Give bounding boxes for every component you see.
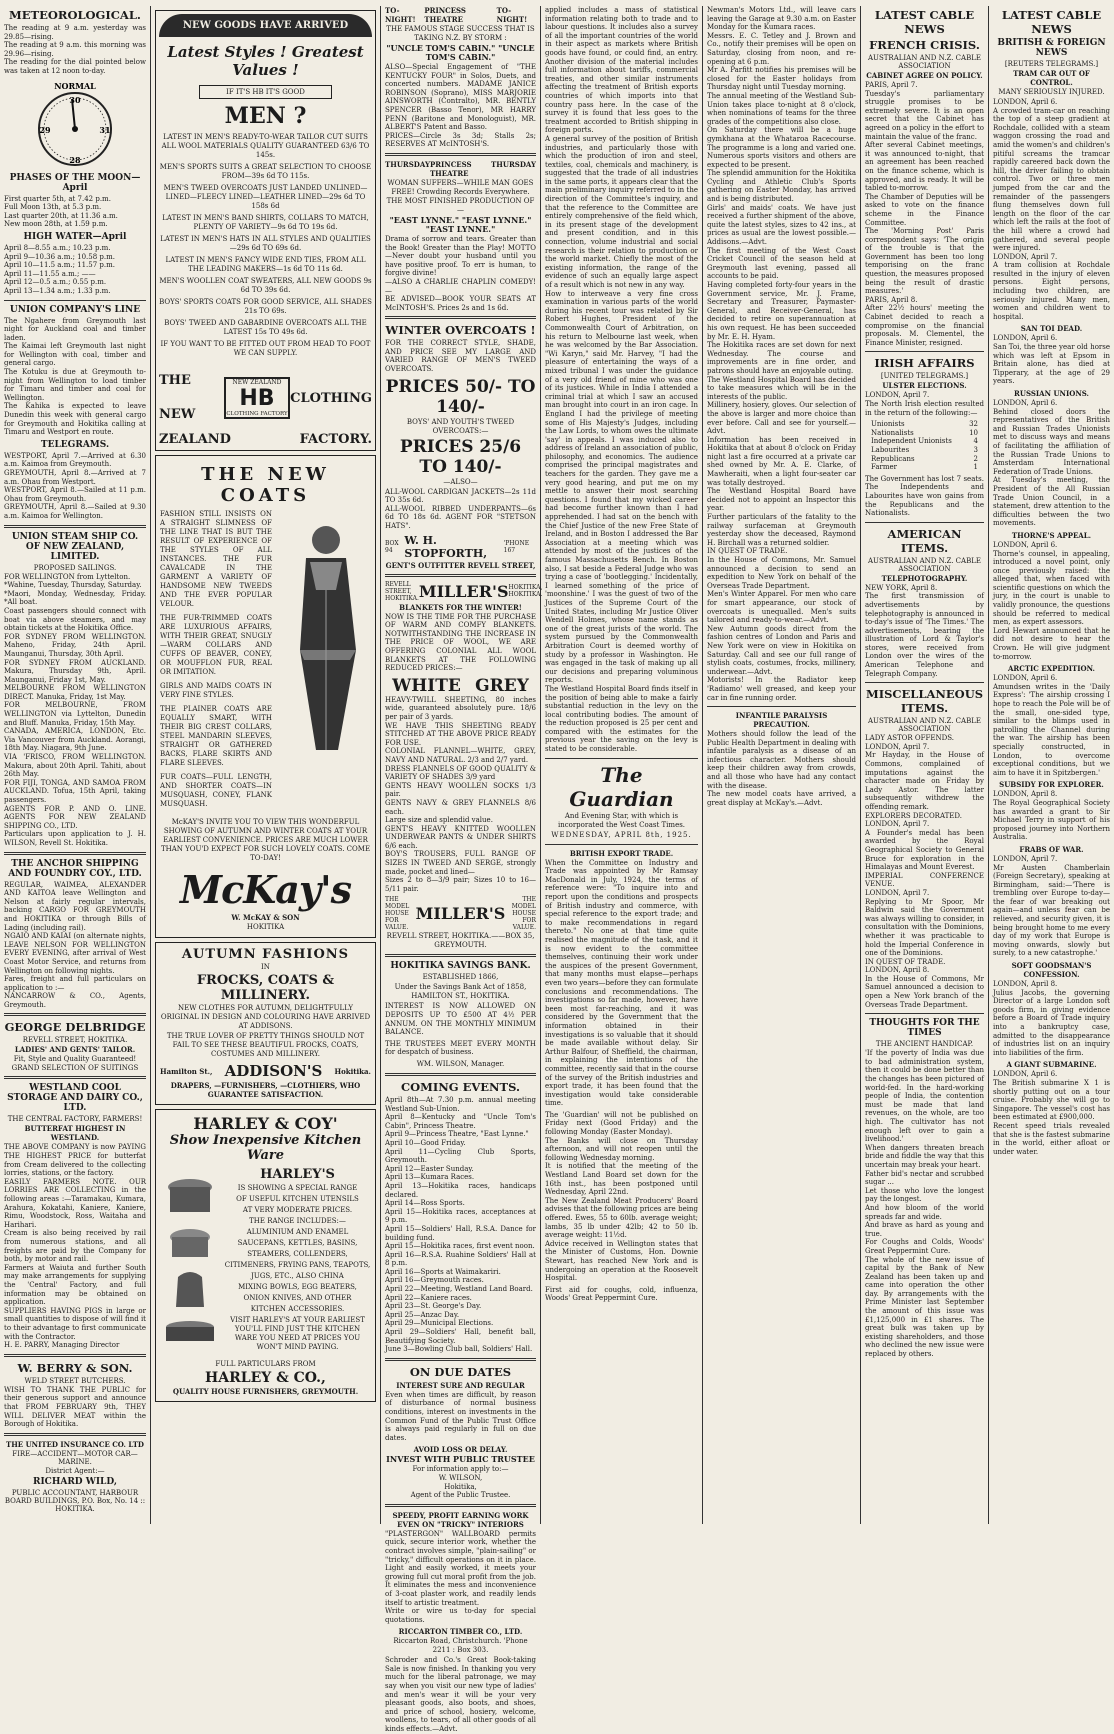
due-avoid: AVOID LOSS OR DELAY. xyxy=(413,1445,508,1455)
hb-clothing: CLOTHING xyxy=(290,390,372,406)
tonight-right: TO-NIGHT! xyxy=(496,6,528,24)
millers-foot-addr: REVELL STREET, HOKITIKA.——BOX 35, GREYMOUTH. xyxy=(386,932,535,950)
hb-list-item: BOYS' TWEED AND GABARDINE OVERCOATS ALL THE LATEST 15s TO 49s 6d. xyxy=(164,319,367,336)
telephotography-title: TELEPHOTOGRAPHY. xyxy=(881,573,968,583)
winter-prices-label: PRICES xyxy=(385,376,460,397)
ulster-text: LONDON, April 7. The North Irish election resulted in the return of the following:— xyxy=(865,391,984,417)
telegrams-title: TELEGRAMS. xyxy=(40,439,110,450)
article-text: Newman's Motors Ltd., will leave cars leaving the Garage at 9.30 a.m. on Easter Monday for the Kumara races. Messrs. E. C. Tetley and J. Brown and Co., notify their premises will be open on Saturday, closing from noon, and re-opening at 6 p.m. Mr A. Parfitt notifies his premises will be closed for the Easter holidays from Thursday night until Tuesday morning. The annual meeting of the Westland Sub-Union takes place to-night at 8 o'clock, when nominations of teams for the three grades of the competitions also close. On Saturday there will be a huge gymkhana at the Whataroa Racecourse. The programme is a long and varied one. Numerous sports visitors and others are expected to be present. The splendid ammunition for the Hokitika Cycling and Athletic Club's Sports gathering on Easter Monday, has arrived and is being distributed. Girls' and maids' coats. We have just received a further shipment of the above, quite the latest styles, sizes to 42 ins., at prices as usual are the lowest possible.—Addisons.—Advt. The first meeting of the West Coast Cricket Council of the season held at Greymouth last evening, passed all accounts to be paid. Having completed forty-four years in the Government service, Mr. J. Frame, Secretary and Treasurer, Paymaster-General, and Receiver-General, has decided to retire on superannuation at his own request. He has been succeeded by Mr. E. H. Hyam. The Hokitika races are set down for next Wednesday. The course and improvements are in fine order, and patrons should have an enjoyable outing. The Westland Hospital Board has decided to take measures which will be in the interests of the public. Millinery, hosiery, gloves. Our selection of the above is larger and more choice than ever before. Call and see for yourself.—Advt. Information has been received in Hokitika that at about 8 o'clock on Friday night last a fire occurred at a private car shed owned by Mr. A. E. Clarke, of Mawheraiti, when a light four-seater car was totally destroyed. The Westland Hospital Board have decided not to appoint an Inspector this year. Further particulars of the fatality to the railway surfaceman at Greymouth yesterday show the deceased, Raymond H. Birchall was a returned soldier. IN QUEST OF TRADE. In the House of Commons, Mr. Samuel announced a decision to send an expedition to New York on behalf of the Overseas Trade Department. Men's Winter Apparel. For men who care for smart appearance, our stock of overcoats is unequalled. Men's suits tailored and ready-to-wear.—Advt. New Autumn goods direct from the fashion centres of London and Paris and New York were on view in Hokitika on Saturday. Call and see our full range of stylish coats, costumes, frocks, millinery, underwear.—Advt. Motorists! In the Radiator keep 'Radiamo' well greased, and keep your car in fine running order. xyxy=(707,6,856,702)
winter-boys: BOYS' AND YOUTH'S TWEED OVERCOATS:— xyxy=(406,417,515,435)
newcoats-para: FUR COATS—FULL LENGTH, AND SHORTER COATS—IN MUSQUASH, CONEY, FLANK MUSQUASH. xyxy=(160,773,272,808)
hb-list-item: IF YOU WANT TO BE FITTED OUT FROM HEAD TO FOOT WE CAN SUPPLY. xyxy=(160,340,371,357)
telegrams-text: WESTPORT, April 7.—Arrived at 6.30 a.m. Kaimoa from Greymouth. GREYMOUTH, April 8.—Arrived at 7 a.m. Ohau from Westport. WESTPORT, April 8.—Sailed at 11 p.m. Ohau from Greymouth. GREYMOUTH, April 8.—Sailed at 9.30 a.m. Kaimoa for Wellington. xyxy=(4,451,146,520)
infantile-title: INFANTILE PARALYSIS PRECAUTION. xyxy=(735,711,828,730)
tram-sub: MANY SERIOUSLY INJURED. xyxy=(998,88,1105,96)
frabs-title: FRABS OF WAR. xyxy=(1019,844,1084,854)
savings-text: Under the Savings Bank Act of 1858, HAMILTON ST., HOKITIKA. xyxy=(394,983,527,1001)
berry-sub: WELD STREET BUTCHERS. xyxy=(24,1376,126,1385)
hb-list-item: BOYS' SPORTS COATS FOR GOOD SERVICE, ALL SHADES 21s TO 69s. xyxy=(159,298,372,315)
barometer-dial xyxy=(25,79,125,171)
winter-also: —ALSO— xyxy=(443,477,478,486)
plaster-foot: Schroder and Co.'s Great Book-taking Sale is now finished. In thanking you very much for the liberal patronage, we may say when you visit our new type of ladies' and men's wear it will be your very pleasant goods, also boots, and shoes, and price of school, hosiery, welcome, woollens, to tears, of all other goods of all kinds effects.—Advt. xyxy=(385,1656,536,1734)
tonight-text: THE FAMOUS STAGE SUCCESS THAT IS TAKING N.Z. BY STORM : xyxy=(386,25,535,42)
thursday-left: THURSDAY xyxy=(385,159,430,169)
thoughts-sub: THE ANCIENT HANDICAP. xyxy=(875,1040,974,1049)
stopforth-phone: 'PHONE 167 xyxy=(503,539,530,554)
harley-line: CITIMENERS, FRYING PANS, TEAPOTS, xyxy=(224,1261,371,1269)
explorer-text: LONDON, April 8. The Royal Geographical Society has awarded a grant to Sir Michael Terry in support of his proposed journey into Northern Australia. xyxy=(993,790,1110,842)
bfn-sub: [REUTERS TELEGRAMS.] xyxy=(1004,60,1099,68)
millers-white: WHITE xyxy=(392,675,461,696)
russia-title: RUSSIAN UNIONS. xyxy=(1014,389,1089,398)
ad-foot: First aid for coughs, cold, influenza, Woods' Great Peppermint Cure. xyxy=(545,1285,698,1303)
french-title: FRENCH CRISIS. xyxy=(869,38,980,52)
millers-foot-title: MILLER'S xyxy=(415,904,506,924)
irish-title: IRISH AFFAIRS xyxy=(874,356,975,371)
harley-line: KITCHEN ACCESSORIES. xyxy=(250,1305,345,1313)
addison-name: ADDISON'S xyxy=(224,1062,323,1080)
savings-est: ESTABLISHED 1866, xyxy=(422,973,499,982)
irish-sub: [UNITED TELEGRAMS.] xyxy=(880,372,969,381)
arctic-text: LONDON, April 6. Amundsen writes in the 'Daily Express': 'The airship crossing I hope to reach the Pole will be of the small, one-sided type, similar to the blimps used in patrolling the Channel during the war. The airship has been specially constructed, in London, to overcome exceptional conditions, but we aim to have it in Spitzbergen.' xyxy=(993,674,1110,777)
winter-prices-label: PRICES xyxy=(399,436,474,457)
westland-text: THE ABOVE COMPANY is now PAYING THE HIGHEST PRICE for butterfat from Cream delivered to the collecting lorries, stations, or the factory. EASILY FARMERS NOTE. OUR LORRIES ARE COLLECTING in the following areas :—Taramakau, Kumara, Arahura, Kokatahi, Kaniere, Kaniere, Rimu, Woodstock, Ross, Waitaha and Harihari. Cream is also being received by rail from numerous stations, and all freights are paid by the Company for both, by motor and rail. Farmers at Waiuta and further South may make arrangements for supplying the 'Central' Factory, and full information may be obtained on application. SUPPLIERS HAVING PIGS in large or small quantities to dispose of will find it to their advantage to first communicate with the Contractor. H. E. PARRY, Managing Director xyxy=(4,1143,146,1350)
usscs-text: FOR WELLINGTON from Lyttelton. *Wahine, Tuesday, Thursday, Saturday. *Maori, Monday, Wednesday, Friday. *All boat. Coast passengers should connect with boat via above steamers, and may obtain tickets at the Hokitika Office. FOR SYDNEY FROM WELLINGTON. Maheno, Friday, 24th April. Maunganui, Thursday, 30th April. FOR SYDNEY FROM AUCKLAND. Makura, Thursday 9th, April. Maunganui, Friday 1st, May. MELBOURNE FROM WELLINGTON DIRECT. Manuka, Friday, 1st May. FOR MELBOURNE, FROM WELLINGTON via Lyttelton, Dunedin and Bluff. Manuka, Friday, 15th May. CANADA, AMERICA, LONDON, Etc. Via Vancouver from Auckland. Aorangi, 18th May. Niagara, 9th June. VIA 'FRISCO, FROM WELLINGTON. Makura, about 20th April. Tahiti, about 26th May. FOR FIJI, TONGA, AND SAMOA FROM AUCKLAND. Tofua, 15th April, taking passengers. AGENTS FOR P. AND O. LINE. AGENTS FOR NEW ZEALAND SHIPPING CO., LTD. Particulars upon application to J. H. WILSON, Revell St. Hokitika. xyxy=(4,572,146,847)
ulster-party: Farmer xyxy=(871,463,898,472)
harley-line: ONION KNIVES, AND OTHER xyxy=(243,1294,352,1302)
ulster-row xyxy=(871,446,978,455)
tonight-center: PRINCESS THEATRE xyxy=(424,6,466,24)
ulster-seats: 1 xyxy=(973,463,978,472)
delbridge-sub: REVELL STREET, HOKITIKA. xyxy=(22,1036,128,1045)
autumn-text2: THE TRUE LOVER OF PRETTY THINGS SHOULD NOT FAIL TO SEE THESE BEAUTIFUL FROCKS, COATS, COSTUMES AND MILLINERY. xyxy=(166,1032,365,1058)
hb-logo-row xyxy=(159,364,372,432)
berry-text: WISH TO THANK THE PUBLIC for their generous support and announce that FROM FEBRUARY 9th, THEY WILL DELIVER MEAT within the Borough of Hokitika. xyxy=(4,1385,146,1429)
insurance-title: THE UNITED INSURANCE CO. LTD xyxy=(5,1439,144,1449)
insurance-foot: PUBLIC ACCOUNTANT, HARBOUR BOARD BUILDINGS, P.O. Box, No. 14 :: HOKITIKA. xyxy=(4,1488,146,1513)
harley-foot: FULL PARTICULARS FROM xyxy=(215,1360,316,1368)
ulster-row xyxy=(871,455,978,464)
addison-right: Hokitika. xyxy=(334,1066,371,1076)
delbridge-line: Fit, Style and Quality Guaranteed! xyxy=(13,1055,137,1064)
savings-title: HOKITIKA SAVINGS BANK. xyxy=(390,961,531,972)
barometer-num: 29 xyxy=(39,124,51,135)
met-text: The reading at 9 a.m. yesterday was 29.85—rising. The reading at 9 a.m. this morning was 29.96—rising. The reading for the dial pointed below was taken at 12 noon to-day. xyxy=(4,24,146,75)
article-text2: The 'Guardian' will not be published on Friday next (Good Friday) and the following Monday (Easter Monday). The Banks will close on Thursday afternoon, and will not reopen until the following Wednesday morning. It is notified that the meeting of the Westland Land Board set down for the 16th inst., has been postponed until Wednesday, April 22nd. The New Zealand Meat Producers' Board advises that the following prices are being offered. Ewes, 55 to 60lb. average weight; lambs, 35 lb under 42lb; 42 to 50 lb. average weight: 11½d. Advice received in Wellington states that the Minister of Customs, Hon. Downie Stewart, has reached New York and is undergoing an operation at the Roosevelt Hospital. xyxy=(545,1110,698,1283)
delbridge-line: GRAND SELECTION OF SUITINGS xyxy=(11,1064,139,1073)
stopforth-sub: GENT'S OUTFITTER REVELL STREET, xyxy=(385,560,536,570)
barometer-num: 31 xyxy=(99,124,111,135)
winter-also-text: ALL-WOOL CARDIGAN JACKETS—2s 11d TO 35s 6d. ALL-WOOL RIBBED UNDERPANTS—6s 6d TO 18s 6d. AGENT FOR "STETSON HATS". xyxy=(385,487,536,531)
newcoats-para: GIRLS AND MAIDS COATS IN VERY FINE STYLES. xyxy=(160,682,272,699)
harley-line: MIXING BOWLS, EGG BEATERS, xyxy=(238,1283,357,1291)
millers-title: MILLER'S xyxy=(418,581,509,601)
thorne-title: THORNE'S APPEAL. xyxy=(1011,530,1092,540)
ulster-seats: 3 xyxy=(973,445,978,454)
ulster-row xyxy=(871,463,978,472)
winter-price-1 xyxy=(385,377,536,417)
uncle-tom: "UNCLE TOM'S CABIN." "UNCLE TOM'S CABIN." xyxy=(386,43,535,62)
plaster-title: SPEEDY, PROFIT EARNING WORK EVEN ON "TRICKY" INTERIORS xyxy=(392,1510,529,1529)
due-invest: INVEST WITH PUBLIC TRUSTEE xyxy=(386,1454,535,1465)
ulster-seats: 2 xyxy=(973,454,978,463)
lcn-title: LATEST CABLE NEWS xyxy=(1001,8,1102,36)
guardian-date: WEDNESDAY, APRIL 8th, 1925. xyxy=(551,830,692,839)
autumn-frocks: FROCKS, COATS & MILLINERY. xyxy=(196,973,335,1003)
cabinet-text: PARIS, April 7. Tuesday's parliamentary struggle promises to be extremely severe. It is an open secret that the Cabinet has agreed on a policy in the effort to maintain the value of the franc. After several Cabinet meetings, it was announced to-night, that an agreement has been reached on the finance scheme, which is approved, and is ready. It will be tabled to-morrow. The Chamber of Deputies will be asked to vote on the finance scheme in the Finance Committee. The 'Morning Post' Paris correspondent says: 'The origin of the trouble is that the Government has been too long temporising on the franc question, the measures proposed being the result of drastic measures.' PARIS, April 8. After 22½ hours' meeting the Cabinet decided to reach a compromise on the financial proposals. M. Clementel, the Finance Minister, resigned. xyxy=(865,81,985,347)
harley-foot-name: HARLEY & CO., xyxy=(205,1370,326,1386)
hb-list-item: LATEST IN MEN'S READY-TO-WEAR TAILOR CUT SUITS ALL WOOL MATERIALS QUALITY GUARANTEED 63/6 TO 145s. xyxy=(161,133,370,159)
hb-zealand: ZEALAND xyxy=(159,432,231,447)
hb-list-item: MEN'S TWEED OVERCOATS JUST LANDED UNLINED—LINED—FLEECY LINED—LEATHER LINED—29s 6d TO 158s 6d xyxy=(163,184,368,210)
kitchenware-illustration xyxy=(160,1167,220,1357)
hb-list-item: LATEST IN MEN'S HATS IN ALL STYLES AND QUALITIES —29s 6d TO 69s 6d. xyxy=(160,235,371,252)
column-3 xyxy=(381,6,543,1734)
submarine-title: A GIANT SUBMARINE. xyxy=(1006,1060,1097,1070)
harley-line: THE RANGE INCLUDES:— xyxy=(249,1217,346,1225)
winter-title: WINTER OVERCOATS ! xyxy=(385,323,536,338)
newcoats-para: THE FUR-TRIMMED COATS ARE LUXURIOUS AFFAIRS, WITH THEIR GREAT, SNUGLY—WARM COLLARS AND CUFFS OF BEAVER, CONEY, OR MOUFFLON FUR, REAL OR IMITATION. xyxy=(160,614,272,676)
winter-price-2 xyxy=(385,437,536,477)
column-6 xyxy=(861,6,988,1524)
harley-line: JUGS, ETC., ALSO CHINA xyxy=(251,1272,344,1280)
due-text: Even when times are difficult, by reason of disturbance of normal business conditions, interest on investments in the Common Fund of the Public Trust Office is always paid regularly in full on due dates. xyxy=(385,1390,536,1442)
cabinet-title: CABINET AGREE ON POLICY. xyxy=(866,71,983,80)
ulster-row xyxy=(871,429,978,438)
guardian-head: BRITISH EXPORT TRADE. xyxy=(569,848,674,858)
due-title: ON DUE DATES xyxy=(409,1364,512,1379)
infantile-text: Mothers should follow the lead of the Public Health Department in dealing with infantile paralysis as a disease of an infectious character. Mothers should keep their children away from crowds, and all those who have had any contact with the disease. The new model coats have arrived, a great display at McKay's.—Advt. xyxy=(707,730,856,807)
ulster-party: Unionists xyxy=(871,420,905,429)
column-5 xyxy=(703,6,860,1524)
misc-text: LADY ASTOR OFFENDS. LONDON, April 7. Mr Hayday, in the House of Commons, complained of imputations against the character made on Friday by Lady Astor. The latter subsequently withdrew the offending remark. EXPLORERS DECORATED. LONDON, April 7. A Founder's medal has been awarded by the Royal Geographical Society to General Bruce for exploration in the Himalayas and Mount Everest. IMPERIAL CONFERENCE VENUE. LONDON, April 7. Replying to Mr Spoor, Mr Baldwin said the Government was always willing to consider, in consultation with the Dominions, whether it was practicable to hold the Imperial Conference in one of the Dominions. IN QUEST OF TRADE. LONDON, April 8. In the House of Commons, Mr Samuel announced a decision to open a New York branch of the Overseas Trade Department. xyxy=(865,734,984,1009)
ulster-party: Labourites xyxy=(871,445,910,454)
bfn-title: BRITISH & FOREIGN NEWS xyxy=(997,38,1106,58)
insurance-district: District Agent:— xyxy=(45,1466,105,1475)
berry-title: W. BERRY & SON. xyxy=(17,1360,133,1375)
thoughts-text: 'If the poverty of India was due to bad administration system, then it could be done better than the changes has been pictured of world-fed. In the hard-working people of India, the contention must be made that land revenues, on the whole, are too high. The cultivator has not enough left over to gain a livelihood.' When dangers threaten breach bride and fiddle the way that this uncertain may break your heart. Father bid's nectar and scrubbed sugar ... Let those who love the longest pay the longest. And how bloom of the world spreads far and wide. And brave as hard as young and true. For Coughs and Colds, Woods' Great Peppermint Cure. The whole of the new issue of capital by the Bank of New Zealand has been taken up and came into operation the other day. By arrangements with the Prime Minister last September the amount of this issue was £1,125,000 in £1 shares. The great bulk was taken up by existing shareholders, and those who declined the new issue were replaced by others. xyxy=(865,1049,984,1359)
ulster-party: Nationalists xyxy=(871,428,914,437)
harley-line: VISIT HARLEY'S AT YOUR EARLIEST YOU'LL FIND JUST THE KITCHEN WARE YOU NEED AT PRICES YOU WON'T MIND PAYING. xyxy=(230,1316,365,1351)
tonight-left: TO-NIGHT! xyxy=(385,6,416,24)
fire-title: SAN TOI DEAD. xyxy=(1020,324,1083,334)
millers-text: NOW IS THE TIME FOR THE PURCHASE OF WARM AND COMFY BLANKETS. NOTWITHSTANDING THE INCREASE IN THE PRICE OF WOOL, WE ARE OFFERING COLONIAL ALL WOOL BLANKETS AT THE FOLLOWING REDUCED PRICES:— xyxy=(385,612,536,673)
russia-text: LONDON, April 6. Behind closed doors the representatives of the British and Russian Trades Unionists met to discuss ways and means of facilitating the affiliation of the Russian Trade Unions to Amsterdam International Federation of Trade Unions. At Tuesday's meeting, the President of the All Russian Trade Union Council, in a statement, drew attention to the difficulties between the two movements. xyxy=(993,399,1110,528)
thursday-center: PRINCESS THEATRE xyxy=(429,159,472,178)
goodsman-title: SOFT GOODSMAN'S CONFESSION. xyxy=(1011,961,1092,980)
harley-line: OF USEFUL KITCHEN UTENSILS xyxy=(236,1195,359,1203)
hb-nz: NEW ZEALAND xyxy=(232,379,282,386)
american-sub: AUSTRALIAN AND N.Z. CABLE ASSOCIATION xyxy=(868,556,981,573)
autumn-fashions-advert xyxy=(155,942,376,1105)
addison-line: DRAPERS, —FURNISHERS, —CLOTHIERS, WHO GUARANTEE SATISFACTION. xyxy=(170,1081,361,1099)
newcoats-para: THE PLAINER COATS ARE EQUALLY SMART, WITH THEIR BIG CREST COLLARS, STEEL MANDARIN SLEEVES, STRAIGHT OR GATHERED BACKS, FLARE SKIRTS AND FLARE SLEEVES. xyxy=(160,705,272,767)
hb-list-item: LATEST IN MEN'S FANCY WIDE END TIES, FROM ALL THE LEADING MAKERS—1s 6d TO 11s 6d. xyxy=(165,256,366,273)
harley-lines xyxy=(224,1184,371,1352)
mckays-sub: W. McKAY & SON xyxy=(231,913,300,922)
barometer-word: NORMAL xyxy=(54,80,96,91)
savings-text3: THE TRUSTEES MEET EVERY MONTH for despatch of business. xyxy=(385,1039,536,1057)
hb-logo: HB xyxy=(239,386,275,411)
millers-text2: HEAVY-TWILL SHEETING, 80 inches wide, guaranteed absolutely pure. 18/6 per pair of 3 yards. WE HAVE THIS SHEETING READY STITCHED AT THE ABOVE PRICE READY FOR USE. COLONIAL FLANNEL—WHITE, GREY, NAVY AND NATURAL. 2/3 and 2/7 yard. DRESS FLANNELS OF GOOD QUALITY & VARIETY OF SHADES 3/9 yard GENTS HEAVY WOOLLEN SOCKS 1/3 pair. GENTS NAVY & GREY FLANNELS 8/6 each. Large size and splendid value. GENT'S HEAVY KNITTED WOOLLEN UNDERWEAR PANTS & UNDER SHIRTS 6/6 each. BOY'S TROUSERS, FULL RANGE OF SIZES IN TWEED AND SERGE, strongly made, pocket and lined— Sizes 2 to 8—3/9 pair; Sizes 10 to 16—5/11 pair. xyxy=(385,695,536,893)
winter-price-1-value: 50/- TO 140/- xyxy=(436,376,536,417)
guardian-masthead: The Guardian xyxy=(569,762,674,811)
latest-styles: Latest Styles ! Greatest Values ! xyxy=(167,43,364,79)
plaster-sign: RICCARTON TIMBER CO., LTD. xyxy=(398,1627,523,1637)
moon-title: PHASES OF THE MOON—April xyxy=(9,172,141,193)
hb-factory: FACTORY. xyxy=(299,432,372,447)
harley-foot-line: QUALITY HOUSE FURNISHERS, GREYMOUTH. xyxy=(172,1387,359,1396)
harley-sub: Show Inexpensive Kitchen Ware xyxy=(169,1133,362,1163)
usscs-sub: PROPOSED SAILINGS. xyxy=(33,563,117,572)
ulster-seats: 32 xyxy=(969,420,978,429)
mckays-invite: McKAY'S INVITE YOU TO VIEW THIS WONDERFUL SHOWING OF AUTUMN AND WINTER COATS AT YOUR EARLIEST CONVENIENCE. PRICES ARE MUCH LOWER THAN YOU'D EXPECT FOR SUCH LOVELY COATS. COME TO-DAY! xyxy=(160,818,371,862)
men-heading: MEN ? xyxy=(224,103,307,129)
plaster-text: "PLASTERGON" WALLBOARD permits quick, secure interior work, whether the contract involves simple, "plain-sailing" or "tricky," difficult operations on it in place. Light and easily worked, it meets your growing full cut moral profit from the job. It eliminates the mess and inconvenience of 3-coat plaster work, and readily lends itself to artistic treatment. Write or wire us to-day for special quotations. xyxy=(385,1529,536,1624)
harley-line: AT VERY MODERATE PRICES. xyxy=(242,1206,353,1214)
thursday-right: THURSDAY xyxy=(491,159,536,169)
misc-sub: AUSTRALIAN AND N.Z. CABLE ASSOCIATION xyxy=(868,717,981,734)
ulster-row xyxy=(871,420,978,429)
hb-list-item: MEN'S WOOLLEN COAT SWEATERS, ALL NEW GOODS 9s 6d TO 39s 6d. xyxy=(159,277,372,294)
hb-list-item: LATEST IN MEN'S BAND SHIRTS, COLLARS TO MATCH, PLENTY OF VARIETY—9s 6d TO 19s 6d. xyxy=(162,214,369,231)
newcoats-title: THE NEW COATS xyxy=(201,464,330,506)
millers-left: REVELL STREET, HOKITIKA. xyxy=(385,580,419,602)
savings-sign: WM. WILSON, Manager. xyxy=(416,1060,505,1068)
westland-sub2: BUTTERFAT HIGHEST IN WESTLAND. xyxy=(24,1124,126,1143)
arctic-title: ARCTIC EXPEDITION. xyxy=(1008,664,1095,674)
moon-text: First quarter 5th, at 7.42 p.m. Full Moon 13th, at 5.3 p.m. Last quarter 20th, at 11.36 a.m. New moon 28th, at 1.59 p.m. xyxy=(4,194,118,229)
westland-title: WESTLAND COOL STORAGE AND DAIRY CO., LTD. xyxy=(7,1083,143,1114)
due-sub: INTEREST SURE AND REGULAR xyxy=(396,1380,525,1390)
column-2 xyxy=(151,6,380,1524)
millers-sub: BLANKETS FOR THE WINTER! xyxy=(399,602,522,612)
tram-title: TRAM CAR OUT OF CONTROL. xyxy=(1013,69,1090,87)
american-title: AMERICAN ITEMS. xyxy=(887,526,962,555)
millers-grey: GREY xyxy=(475,675,529,696)
column-7 xyxy=(989,6,1114,1524)
frabs-text: LONDON, April 7. Mr Austen Chamberlain (Foreign Secretary), speaking at Birmingham, said:—'There is trembling over Europe to-day—the fear of war breaking out again—and unless fear can be relieved, and security given, it is being brought home to me every day of my work that Europe is moving onwards, slowly but surely, to a new catastrophe.' xyxy=(993,854,1110,958)
thorne-text: LONDON, April 6. Thorne's counsel, in appealing, introduced a novel point, only once previously raised: the alleged that, when faced with scientific questions on which the jury, in the court is unable to validly pronounce, the questions should be referred to medical men, as expert assessors. Lord Hewart announced that he did not desire to hear the Crown. He will give judgment to-morrow. xyxy=(993,540,1110,661)
autumn-text: NEW CLOTHES FOR AUTUMN, DELIGHTFULLY ORIGINAL IN DESIGN AND COLOURING HAVE ARRIVED AT ADDISONS. xyxy=(160,1004,371,1030)
guardian-sub: And Evening Star, with which is incorporated the West Coast Times. xyxy=(557,811,686,829)
coming-title: COMING EVENTS. xyxy=(400,1080,521,1094)
autumn-in: IN xyxy=(261,963,270,971)
column-4 xyxy=(541,6,702,1524)
harleys-name: HARLEY'S xyxy=(260,1167,335,1182)
barometer-num: 30 xyxy=(69,94,81,105)
autumn-title: AUTUMN FASHIONS xyxy=(181,947,350,962)
thursday-text2: Drama of sorrow and tears. Greater than the Book! Greater than the Play! MOTTO—Never doubt your husband until you have positive proof. To err is human, to forgive divine! —ALSO A CHARLIE CHAPLIN COMEDY!— BE ADVISED—BOOK YOUR SEATS AT McINTOSH'S. Prices 2s and 1s 6d. xyxy=(385,234,536,312)
coat-illustration xyxy=(276,510,371,814)
water-title: HIGH WATER—April xyxy=(23,231,127,242)
ulster-seats: 4 xyxy=(973,437,978,446)
insurance-sub: FIRE—ACCIDENT—MOTOR CAR—MARINE. xyxy=(12,1449,138,1466)
usscs-title: UNION STEAM SHIP CO. OF NEW ZEALAND, LIMITED. xyxy=(11,531,139,562)
explorer-title: SUBSIDY FOR EXPLORER. xyxy=(999,780,1104,790)
goodsman-text: LONDON, April 8. Julius Jacobs, the governing Director of a large London soft goods firm, in giving evidence before a Board of Trade inquiry into a bankruptcy case, admitted to the disappearance of industries list on an inquiry into liabilities of the firm. xyxy=(993,980,1110,1057)
millers-right: HOKITIKA, HOKITIKA. xyxy=(508,584,543,599)
ulster-party: Independent Unionists xyxy=(871,437,952,446)
hb-list xyxy=(159,133,372,358)
due-info: For information apply to:— W. WILSON, Hokitika, Agent of the Public Trustee. xyxy=(410,1465,511,1500)
harley-line: IS SHOWING A SPECIAL RANGE xyxy=(237,1184,358,1192)
submarine-text: LONDON, April 6. The British submarine X 1 is shortly putting out on a tour cruise. Probably she will go to Singapore. The vessel's cost has been estimated at £900,000. Recent speed trials revealed that she is the fastest submarine in the world, either afloat or under water. xyxy=(993,1070,1110,1156)
tonight-text2: ALSO—Special Engagement of "THE KENTUCKY FOUR" in Solos, Duets, and concerted numbers. MADAME JANICE ROBINSON (Soprano), MISS MARJORIE AINSWORTH (Contralto), MR. BENTLY SPENCER (Basso Tenor), MR HARRY PENN (Baritone and Monologuist), MR. ALBERT'S Patent and Basso. PRICES—Circle 3s 3d; Stalls 2s; RESERVES AT McINTOSH'S. xyxy=(385,63,536,149)
newcoats-text xyxy=(160,510,272,814)
mckays-logo: McKay's xyxy=(180,867,351,912)
east-lynne: "EAST LYNNE." "EAST LYNNE." "EAST LYNNE." xyxy=(389,214,532,234)
guardian-text: When the Committee on Industry and Trade was appointed by Mr Ramsay MacDonald in July, 1924, the terms of reference were: "To inquire into and report upon the conditions and prospects of British industry and commerce, with special reference to the export trade; and to make recommendations in regard thereto." No one at that time quite realised the magnitude of the task, and it is now evident to the committee themselves, continuing their work under the auspices of the present Government, that many months must elapse—perhaps even two years—before they can formulate conclusions and recommendations. The investigations so far made, however, have been most far-reaching, and it was considered by the Government that the information obtained in their investigations is so valuable that it should be made available without delay. Sir Arthur Balfour, of Sheffield, the chairman, in explaining the intentions of the committee, recently said that in the course of the survey of the British industries and export trade, it has been found that the investigation would take considerable time. xyxy=(545,858,698,1108)
column-1 xyxy=(0,6,150,1524)
delbridge-title: GEORGE DELBRIDGE xyxy=(4,1020,146,1035)
savings-text2: INTEREST IS NOW ALLOWED ON DEPOSITS UP TO £500 AT 4½ PER ANNUM. ON THE MONTHLY MINIMUM BALANCE. xyxy=(385,1002,536,1037)
french-sub: AUSTRALIAN AND N.Z. CABLE ASSOCIATION xyxy=(868,54,981,70)
stopforth-box: BOX 94 xyxy=(385,539,399,554)
millers-foot-left: THE MODEL HOUSE FOR VALUE. xyxy=(385,896,410,932)
harley-advert xyxy=(155,1109,376,1402)
mckays-town: HOKITIKA xyxy=(246,923,285,931)
anchor-title: THE ANCHOR SHIPPING AND FOUNDRY COY., LTD. xyxy=(8,858,142,879)
ulster-party: Republicans xyxy=(871,454,915,463)
harley-line: STEAMERS, COLLENDERS, xyxy=(247,1250,348,1258)
harley-line: ALUMINIUM AND ENAMEL xyxy=(246,1228,349,1236)
ulster-results-table xyxy=(871,420,978,472)
winter-text: FOR THE CORRECT STYLE, SHADE, AND PRICE SEE MY LARGE AND VARIED RANGE OF MEN'S TWEED OVERCOATS. xyxy=(385,339,536,374)
hb-the-new: THE NEW xyxy=(159,373,196,422)
lcn-title: LATEST CABLE NEWS xyxy=(874,8,975,36)
coming-text: April 8th—At 7.30 p.m. annual meeting Westland Sub-Union. April 8—Kentucky and "Uncle Tom's Cabin", Princess Theatre. April 9—Princess Theatre, "East Lynne." April 10—Good Friday. April 11—Cycling Club Sports, Greymouth. April 12—Easter Sunday. April 13—Kumara Races. April 13—Hokitika races, handicaps declared. April 14—Ross Sports. April 15—Hokitika races, acceptances at 9 p.m. April 15—Soldiers' Hall, R.S.A. Dance for building fund. April 15—Hokitika races, first event noon. April 16—R.S.A. Ruahine Soldiers' Hall at 8 p.m. April 16—Sports at Waimakariri. April 16—Greymouth races. April 22—Meeting, Westland Land Board. April 22—Kaniere races. April 23—St. George's Day. April 25—Anzac Day. April 29—Municipal Elections. April 29—Soldiers' Hall, benefit ball, Beautifying Society. June 3—Bowling Club ball, Soldiers' Hall. xyxy=(385,1096,536,1354)
hb-logo-box xyxy=(224,377,290,419)
ulster-title: ULSTER ELECTIONS. xyxy=(882,381,967,391)
hb-list-item: MEN'S SPORTS SUITS A GREAT SELECTION TO CHOOSE FROM—39s 6d TO 115s. xyxy=(159,163,372,180)
water-text: April 8—8.55 a.m.; 10.23 p.m. April 9—10.36 a.m.; 10.58 p.m. April 10—11.5 a.m.; 11.57 p.m. April 11—11.55 a.m.; —— April 12—0.5 a.m.; 0.55 p.m. April 13—1.34 a.m.; 1.33 p.m. xyxy=(4,243,115,295)
thursday-text: WOMAN SUFFERS—WHILE MAN GOES FREE! Crowding Records Everywhere. THE MOST FINISHED PRODUCTION OF— xyxy=(386,178,535,214)
winter-price-2-value: 25/6 TO 140/- xyxy=(419,436,522,477)
misc-title: MISCELLANEOUS ITEMS. xyxy=(865,687,984,716)
addison-left: Hamilton St., xyxy=(160,1066,213,1076)
stopforth-name: W. H. STOPFORTH, xyxy=(404,533,488,560)
meteorological-title: METEOROLOGICAL. xyxy=(9,8,141,22)
plaster-addr: Riccarton Road, Christchurch. 'Phone 2211 : Box 303. xyxy=(393,1637,528,1655)
harley-line: SAUCEPANS, KETTLES, BASINS, xyxy=(237,1239,358,1247)
union-title: UNION COMPANY'S LINE xyxy=(9,304,141,315)
ulster-seats: 10 xyxy=(969,428,978,437)
ulster-text2: The Government has lost 7 seats. The Independents and Labourites have won gains from the Republicans and the Nationalists. xyxy=(865,474,984,518)
anchor-text: REGULAR, WAIMEA, ALEXANDER AND KAITOA leave Wellington and Nelson at fairly regular intervals, backing CARGO FOR GREYMOUTH and HOKITIKA or through Bills of Lading (including rail). NGAIO AND KAIAI (on alternate nights, LEAVE NELSON FOR WELLINGTON EVERY EVENING, after arrival of West Coast Motor Service, and returns from Wellington on following nights. Fares, freight and full particulars on application to :— NANCARROW & CO., Agents, Greymouth. xyxy=(4,880,146,1009)
millers-foot-right: THE MODEL HOUSE FOR VALUE. xyxy=(511,896,536,932)
article-text: applied includes a mass of statistical information relating both to trade and to labour questions. It includes also a survey of all the important countries of the world in their aspect as markets where British goods have found, or could find, an entry. Another division of the material includes full information about tariffs, commercial treaties, and other similar instruments affecting the treatment of British exports countries of which imports into that country pass here. In the case of the survey it is found that less goes to the treatment accorded to British shipping in foreign ports. A general survey of the position of British industries, and particularly those with which the production of iron and steel, textiles, coal, chemicals and machinery, is suggested that the trade of all industries in the same ports, it appears clear that the main preliminary inquiry referred to in the direction of the Committee's inquiry, and that the reference to the Committee are entirely comprehensive of the field which, in its present stage of the development and present condition, and in this connection, volume industrial and social research is their relation to production or the world market. Chiefly the most of the existing information, the range of the evidence of such an equally large aspect of a result which is not new in any way. How to interweave a very fine cross examination in various parts of the world during his recent tour was related by Sir Robert Hughes, President of the Commonwealth Court of Arbitration, on his return to Melbourne last week, when he was welcomed by the Bar Association. "Wi Karyn," said Mr. Harvey, "I had the pleasure of entertaining the ways of a mixed tribunal I was under the guidance of a very old friend of mine who was one of its justices. While in India I attended a criminal trial at which I saw an accused man brought into court in an iron cage. In England I had the privilege of meeting some of His Majesty's Judges, including the Law Lords, to whom owes the ultimate 'say' in appeals. I was induced also to address of Ireland an association of public, philosophy, and economics. The audience comprised the principal magistrates and teachers for the garden. They gave me a very good hearing, and put me on my mettle to answer their most searching questions. I found that my wicked career had become further known than I had apprehended. I had sat on the bench with the Chief Justice of the new Free State of Ireland, and in Boston I addressed the Bar Association at a meeting which was attended by most of the justices of the famous Massachusetts Bench. In Boston also, I sat beside a Federal Judge who was trying a case of 'bootlegging.' Incidentally, I learned something of the price of 'moonshine.' I was the guest of two of the Justices of the Supreme Court of the United States, including Mr Justice Oliver Wendell Holmes, whose name stands as one of the great jurists of the world. The system pursued by the Commonwealth Arbitration Court is deemed worthy of study by a professor in Washington. He was engaged in the task of making up all our decisions and preparing voluminous reports. The Westland Hospital Board finds itself in the position of being able to make a fairly substantial reduction in the levy on the local contributing bodies. The amount of the reduction proposed is 25 per cent and compared with the estimates for the previous year the saving on the levy is stated to be considerable. xyxy=(545,6,698,754)
hb-advert xyxy=(155,10,376,451)
union-text: The Ngahere from Greymouth last night for Auckland coal and timber laden. The Kaimai left Greymouth last night for Wellington with coal, timber and general cargo. The Kotuku is due at Greymouth to-night from Wellington to load timber for Timaru and timber and coal for Wellington. The Kahika is expected to leave Dunedin this week with general cargo for Greymouth and Hokitika calling at Timaru and Westport en route. xyxy=(4,316,146,437)
fire-text: LONDON, April 6. San Toi, the three year old horse which was left at Epsom in Britain alone, has died at Tipperary, at the age of 29 years. xyxy=(993,334,1110,386)
ulster-row xyxy=(871,437,978,446)
insurance-agent: RICHARD WILD, xyxy=(32,1476,118,1487)
telephotography-text: NEW YORK, April 8. The first transmission of advertisements by telephotography is announced in to-day's issue of 'The Times.' The advertisements, bearing the illustration of Lord & Taylor's stores, were received from London over the wires of the American Telephone and Telegraph Company. xyxy=(865,583,984,678)
newgoods-banner: NEW GOODS HAVE ARRIVED xyxy=(159,14,372,37)
harley-title: HARLEY & COY' xyxy=(193,1114,338,1133)
westland-sub: THE CENTRAL FACTORY, FARMERS! xyxy=(7,1115,143,1124)
newcoats-para: FASHION STILL INSISTS ON A STRAIGHT SLIMNESS OF THE LINE THAT IS BUT THE RESULT OF EXPERIENCE OF THE STYLES OF ALL INSTANCES. THE FUR CAVALCADE IN THE GARMENT A VARIETY OF HANDSOME NEW TWEEDS AND THE EVER POPULAR VELOUR. xyxy=(160,510,272,608)
if-its-hb: IF IT'S HB IT'S GOOD xyxy=(199,85,332,99)
new-coats-advert xyxy=(155,455,376,938)
tram-text: LONDON, April 6. A crowded tram-car on reaching the top of a steep gradient at Rochdale, collided with a steam waggon crossing the road and amid the women's and children's pitiful screams the tramcar rapidly careered back down the hill, the driver failing to obtain control. Two or three men jumped from the car and the remainder of the passengers flung themselves down full length on the floor of the car which left the rails at the foot of the hill where a crowd had gathered, and several people were injured. LONDON, April 7. A tram collision at Rochdale resulted in the injury of eleven persons. Eight persons, including two children, are seriously injured. Many men, women and children went to hospital. xyxy=(993,98,1110,321)
barometer-num: 28 xyxy=(69,154,81,165)
delbridge-line: LADIES' AND GENTS' TAILOR. xyxy=(14,1045,136,1055)
hb-factory-tag: CLOTHING FACTORY xyxy=(226,411,288,417)
thoughts-title: THOUGHTS FOR THE TIMES xyxy=(869,1018,980,1039)
